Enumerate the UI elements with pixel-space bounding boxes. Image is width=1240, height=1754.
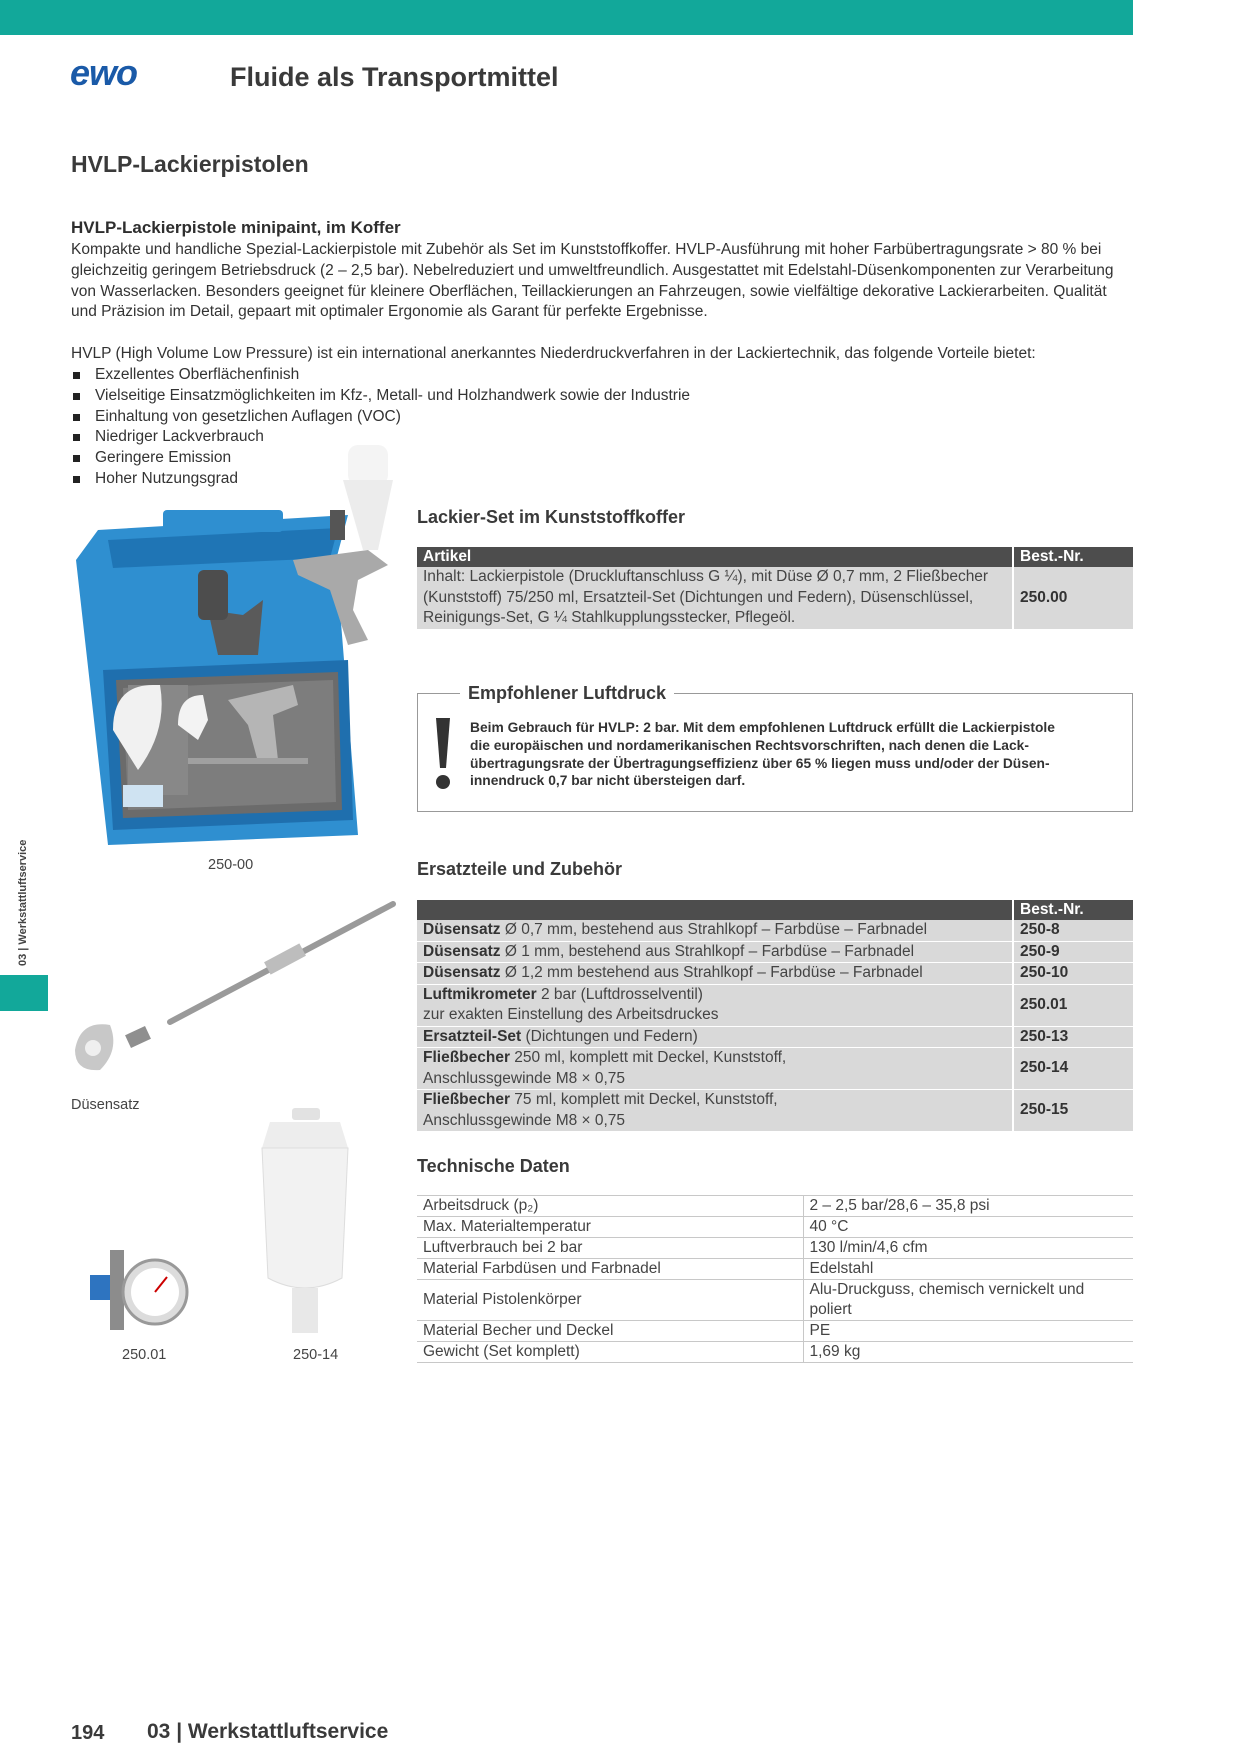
part-name: Fließbecher [423, 1091, 510, 1108]
table-row [417, 1196, 1133, 1217]
part-line [423, 920, 1006, 941]
tech-label: Material Becher und Deckel [417, 1321, 803, 1342]
part-nr: 250-10 [1013, 963, 1133, 985]
part-spec: Ø 1 mm, bestehend aus Strahlkopf – Farbdüse – Farbnadel [500, 942, 915, 960]
part-name: Düsensatz [423, 942, 501, 960]
notice-title-wrap [460, 683, 674, 704]
part-line [423, 963, 1006, 984]
tech-table-title: Technische Daten [417, 1156, 570, 1176]
table-row [417, 1342, 1133, 1363]
part-name: Luftmikrometer [423, 985, 537, 1003]
tech-label: Material Farbdüsen und Farbnadel [417, 1259, 803, 1280]
part-name: Düsensatz [423, 964, 501, 981]
tech-value: 1,69 kg [803, 1342, 1133, 1363]
set-line: (Kunststoff) 75/250 ml, Ersatzteil-Set (Dichtungen und Federn), Düsenschlüssel, [423, 588, 974, 606]
tech-value: Edelstahl [803, 1259, 1133, 1280]
table-row [417, 984, 1133, 1026]
part-nr: 250-13 [1013, 1026, 1133, 1048]
notice-title: Empfohlener Luftdruck [468, 683, 667, 703]
notice-line: die europäischen und nordamerikanischen Rechtsvorschriften, nach denen die Lack- [470, 737, 1029, 753]
set-table-title: Lackier-Set im Kunststoffkoffer [417, 507, 686, 527]
air-micrometer-image [85, 1245, 195, 1335]
col-nr-header: Best.-Nr. [1013, 900, 1133, 920]
set-nr: 250.00 [1013, 567, 1133, 629]
part-line [423, 1090, 1006, 1111]
notice-line: Beim Gebrauch für HVLP: 2 bar. Mit dem empfohlenen Luftdruck erfüllt die Lackierpistole [470, 720, 1055, 735]
paint-cup-image [250, 1108, 360, 1338]
nozzle-caption: Düsensatz [71, 1097, 140, 1113]
table-row [417, 941, 1133, 963]
parts-table-title: Ersatzteile und Zubehör [417, 859, 623, 879]
list-item: Geringere Emission [71, 448, 690, 469]
table-row [417, 1238, 1133, 1259]
top-color-bar [0, 0, 1133, 35]
table-row [417, 1217, 1133, 1238]
table-row [417, 1259, 1133, 1280]
set-line: Inhalt: Lackierpistole (Druckluftanschluss G ¼), mit Düse Ø 0,7 mm, 2 Fließbecher [423, 568, 989, 585]
tech-table [417, 1195, 1133, 1363]
part-nr: 250-15 [1013, 1090, 1133, 1132]
table-row [417, 920, 1133, 941]
part-description [417, 1090, 1013, 1132]
cup-caption: 250-14 [293, 1347, 339, 1363]
part-name: Ersatzteil-Set [423, 1027, 522, 1045]
part-description [417, 963, 1013, 985]
tech-label: Material Pistolenkörper [417, 1280, 803, 1321]
part-description [417, 941, 1013, 963]
part-nr: 250.01 [1013, 984, 1133, 1026]
part-description [417, 1026, 1013, 1048]
table-row [417, 1280, 1133, 1321]
part-line: Anschlussgewinde M8 × 0,75 [423, 1111, 626, 1129]
part-name: Düsensatz [423, 921, 501, 938]
hvlp-intro: HVLP (High Volume Low Pressure) ist ein international anerkanntes Niederdruckverfahren in der Lackiertechnik, das folgende Vorteile bietet: [71, 345, 1036, 362]
spray-gun-case-image [68, 440, 398, 850]
case-caption: 250-00 [208, 857, 254, 873]
tech-value: PE [803, 1321, 1133, 1342]
svg-text:ewo: ewo [70, 56, 138, 92]
notice-line: innendruck 0,7 bar nicht übersteigen darf. [470, 773, 746, 789]
warning-exclamation-icon [432, 718, 454, 790]
footer-section: 03 | Werkstattluftservice [147, 1720, 389, 1743]
side-section-tab [0, 975, 48, 1011]
header-title: Fluide als Transportmittel [230, 62, 559, 92]
table-row [417, 1321, 1133, 1342]
tech-value: Alu-Druckguss, chemisch vernickelt und poliert [803, 1280, 1133, 1321]
set-contents [417, 567, 1013, 629]
list-item: Exzellentes Oberflächenfinish [71, 365, 690, 386]
page-number: 194 [71, 1722, 105, 1744]
tech-value: 130 l/min/4,6 cfm [803, 1238, 1133, 1259]
part-line: Anschlussgewinde M8 × 0,75 [423, 1069, 626, 1087]
part-spec: 250 ml, komplett mit Deckel, Kunststoff, [510, 1049, 787, 1066]
col-nr-header: Best.-Nr. [1013, 547, 1133, 567]
part-spec: Ø 0,7 mm, bestehend aus Strahlkopf – Farbdüse – Farbnadel [500, 921, 928, 938]
tech-label: Arbeitsdruck (p₂) [417, 1196, 803, 1217]
tech-label: Max. Materialtemperatur [417, 1217, 803, 1238]
col-article-header [417, 900, 1013, 920]
list-item: Niedriger Lackverbrauch [71, 427, 690, 448]
col-article-header: Artikel [417, 547, 1013, 567]
part-line [423, 942, 1006, 963]
side-section-label: 03 | Werkstattluftservice [17, 839, 29, 966]
parts-table [417, 900, 1133, 1132]
part-description [417, 984, 1013, 1026]
table-row [417, 1090, 1133, 1132]
tech-label: Gewicht (Set komplett) [417, 1342, 803, 1363]
set-table [417, 547, 1133, 630]
section-title: HVLP-Lackierpistolen [71, 151, 309, 177]
part-line [423, 1048, 1006, 1069]
part-nr: 250-8 [1013, 920, 1133, 941]
table-row [417, 963, 1133, 985]
tech-value: 2 – 2,5 bar/28,6 – 35,8 psi [803, 1196, 1133, 1217]
table-row [417, 567, 1133, 629]
nozzle-set-image [65, 900, 405, 1090]
tech-label: Luftverbrauch bei 2 bar [417, 1238, 803, 1259]
list-item: Einhaltung von gesetzlichen Auflagen (VOC) [71, 407, 690, 428]
product-title: HVLP-Lackierpistole minipaint, im Koffer [71, 218, 401, 237]
part-line [423, 1027, 1006, 1048]
table-row [417, 1048, 1133, 1090]
part-spec: (Dichtungen und Federn) [521, 1027, 698, 1045]
part-line [423, 985, 1006, 1006]
part-spec: Ø 1,2 mm bestehend aus Strahlkopf – Farbdüse – Farbnadel [500, 964, 923, 981]
part-nr: 250-14 [1013, 1048, 1133, 1090]
part-nr: 250-9 [1013, 941, 1133, 963]
table-row [417, 1026, 1133, 1048]
product-description: Kompakte und handliche Spezial-Lackierpistole mit Zubehör als Set im Kunststoffkoffer. HVLP-Ausführung mit hoher Farbübertragungsrate > 80 % bei gleichzeitig geringem Betriebsdruck (2 – 2,5 bar). Nebelreduziert und umweltfreundlich. Ausgestattet mit Edelstahl-Düsenkomponenten zur Verarbeitung von Wasserlacken. Besonders geeignet für kleinere Oberflächen, Teillackierungen an Fahrzeugen, sowie vielfältige dekorative Lackierarbeiten. Qualität und Präzision im Detail, gepaart mit optimaler Ergonomie als Garant für perfekte Ergebnisse. [71, 241, 1114, 321]
part-description [417, 1048, 1013, 1090]
part-name: Fließbecher [423, 1049, 510, 1066]
list-item: Hoher Nutzungsgrad [71, 469, 690, 490]
notice-line: übertragungsrate der Übertragungseffizienz über 65 % liegen muss und/oder der Düsen- [470, 755, 1050, 771]
list-item: Vielseitige Einsatzmöglichkeiten im Kfz-, Metall- und Holzhandwerk sowie der Industrie [71, 386, 690, 407]
set-line: Reinigungs-Set, G ¼ Stahlkupplungsstecker, Pflegeöl. [423, 609, 796, 626]
part-spec: 2 bar (Luftdrosselventil) [536, 985, 703, 1003]
ewo-logo [70, 56, 170, 92]
tech-value: 40 °C [803, 1217, 1133, 1238]
part-line: zur exakten Einstellung des Arbeitsdruckes [423, 1006, 719, 1023]
part-description [417, 920, 1013, 941]
part-spec: 75 ml, komplett mit Deckel, Kunststoff, [510, 1091, 778, 1108]
notice-text [470, 719, 1120, 790]
gauge-caption: 250.01 [122, 1347, 167, 1363]
